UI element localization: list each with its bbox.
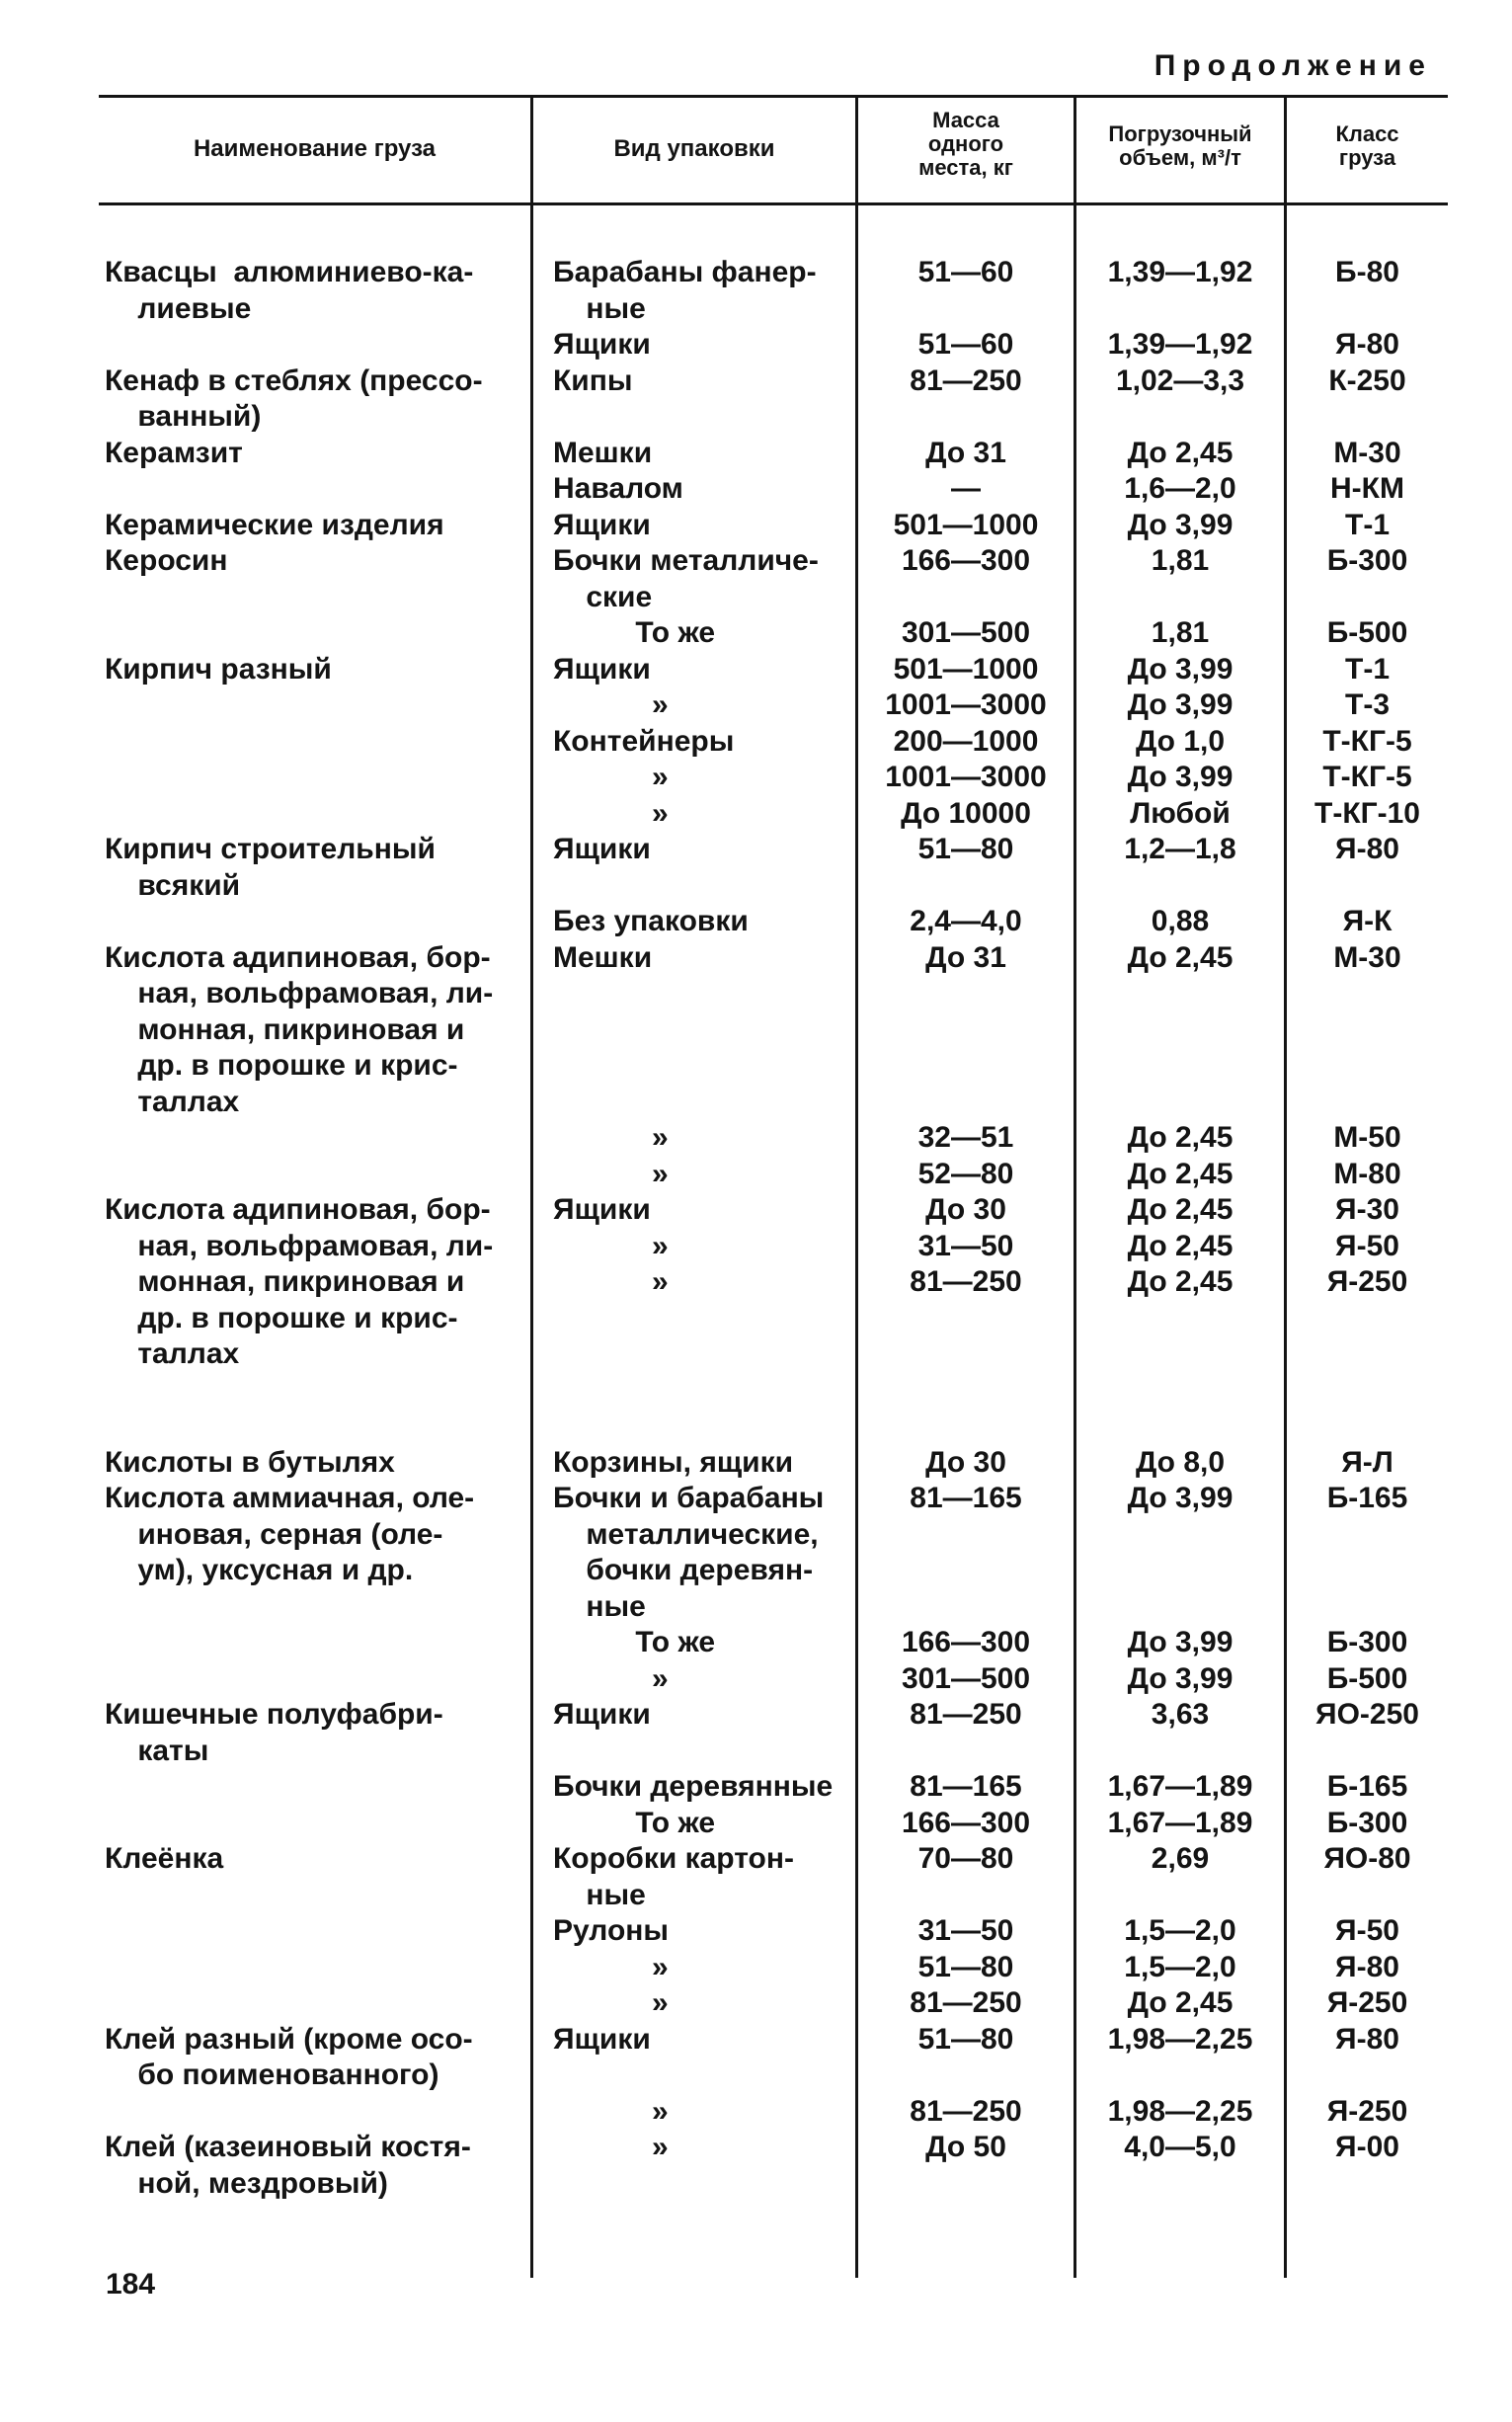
cell-volume: До 2,45 bbox=[1127, 1157, 1233, 1190]
header-pack: Вид упаковки bbox=[613, 135, 775, 162]
cell-mass: До 30 bbox=[925, 1445, 1006, 1479]
cell-mass: До 50 bbox=[925, 2131, 1006, 2163]
cell-class: Т-КГ-5 bbox=[1322, 761, 1412, 793]
cell-volume: 1,39—1,92 bbox=[1107, 328, 1253, 361]
cell-mass: До 31 bbox=[925, 436, 1006, 469]
cell-mass: 81—165 bbox=[910, 1482, 1022, 1514]
cell-class: Т-3 bbox=[1345, 688, 1390, 721]
cell-pack: Бочки и барабаны bbox=[553, 1482, 825, 1514]
cell-pack: ские bbox=[553, 580, 653, 613]
cell-pack: » bbox=[553, 2131, 669, 2163]
cell-name: ной, мездровый) bbox=[105, 2166, 388, 2200]
cell-name: Кислота адипиновая, бор- bbox=[105, 940, 491, 974]
cell-pack: Навалом bbox=[553, 472, 683, 505]
cell-class: Б-300 bbox=[1326, 1806, 1408, 1839]
cell-pack: То же bbox=[553, 1626, 716, 1658]
cell-volume: До 2,45 bbox=[1127, 940, 1233, 974]
cell-name: иновая, серная (оле- bbox=[105, 1517, 443, 1551]
page-number: 184 bbox=[106, 2268, 156, 2301]
cell-volume: 3,63 bbox=[1151, 1698, 1210, 1731]
cell-name: Кислота аммиачная, оле- bbox=[105, 1482, 475, 1514]
cell-name: Кислота адипиновая, бор- bbox=[105, 1193, 491, 1226]
cell-pack: » bbox=[553, 1265, 669, 1298]
cell-name: Кирпич разный bbox=[105, 652, 332, 686]
cell-mass: До 10000 bbox=[901, 796, 1031, 830]
cell-volume: 2,69 bbox=[1151, 1842, 1210, 1875]
cell-class: Б-165 bbox=[1326, 1482, 1408, 1514]
cell-pack: Бочки деревянные bbox=[553, 1770, 834, 1803]
cell-mass: 301—500 bbox=[901, 1661, 1031, 1695]
cell-pack: Ящики bbox=[553, 652, 651, 686]
cell-mass: 166—300 bbox=[901, 1806, 1031, 1839]
cell-class: Я-30 bbox=[1335, 1193, 1399, 1226]
cell-volume: До 3,99 bbox=[1127, 1482, 1233, 1514]
cell-pack: » bbox=[553, 761, 669, 793]
cell-name: Кишечные полуфабри- bbox=[105, 1698, 443, 1731]
cell-volume: До 2,45 bbox=[1127, 1229, 1233, 1262]
cell-mass: 31—50 bbox=[917, 1229, 1014, 1262]
cell-volume: 1,5—2,0 bbox=[1124, 1914, 1236, 1947]
cell-pack: » bbox=[553, 1950, 669, 1983]
cell-volume: 1,98—2,25 bbox=[1107, 2022, 1253, 2056]
cell-class: Б-300 bbox=[1326, 1626, 1408, 1658]
cell-pack: Бочки металличе- bbox=[553, 544, 819, 577]
cell-pack: бочки деревян- bbox=[553, 1554, 814, 1586]
cell-name: лиевые bbox=[105, 291, 252, 325]
cell-mass: 81—250 bbox=[910, 363, 1022, 397]
cell-pack: Ящики bbox=[553, 1193, 651, 1226]
cell-class: Т-КГ-5 bbox=[1322, 724, 1412, 758]
cell-volume: 1,6—2,0 bbox=[1124, 472, 1236, 505]
cell-volume: До 3,99 bbox=[1127, 688, 1233, 721]
cell-volume: До 2,45 bbox=[1127, 436, 1233, 469]
cell-volume: До 1,0 bbox=[1135, 724, 1226, 758]
cell-name: монная, пикриновая и bbox=[105, 1265, 465, 1298]
cell-volume: 1,67—1,89 bbox=[1107, 1770, 1253, 1803]
cell-class: Я-80 bbox=[1335, 1950, 1399, 1983]
cell-class: Б-165 bbox=[1326, 1770, 1408, 1803]
cell-name: Керамзит bbox=[105, 436, 243, 469]
cell-mass: 81—165 bbox=[910, 1770, 1022, 1803]
cell-volume: 1,98—2,25 bbox=[1107, 2094, 1253, 2128]
cell-name: всякий bbox=[105, 868, 241, 902]
cell-mass: 501—1000 bbox=[893, 508, 1039, 541]
cell-mass: 81—250 bbox=[910, 1698, 1022, 1731]
cell-name: таллах bbox=[105, 1337, 240, 1370]
cell-class: Я-00 bbox=[1335, 2131, 1399, 2163]
cell-name: Клей (казеиновый костя- bbox=[105, 2131, 471, 2163]
cell-pack: » bbox=[553, 796, 669, 830]
cell-name: Кислоты в бутылях bbox=[105, 1445, 395, 1479]
cell-mass: 301—500 bbox=[901, 616, 1031, 649]
cell-name: ум), уксусная и др. bbox=[105, 1554, 414, 1586]
cell-mass: 81—250 bbox=[910, 1986, 1022, 2019]
cell-class: Я-250 bbox=[1326, 2094, 1408, 2128]
cell-volume: До 3,99 bbox=[1127, 508, 1233, 541]
cell-class: Б-500 bbox=[1326, 616, 1408, 649]
cell-class: М-30 bbox=[1333, 436, 1401, 469]
cell-class: Т-КГ-10 bbox=[1314, 796, 1420, 830]
cell-class: Я-К bbox=[1342, 905, 1393, 937]
cell-name: ванный) bbox=[105, 400, 262, 433]
cell-volume: До 8,0 bbox=[1135, 1445, 1226, 1479]
cell-class: Б-80 bbox=[1335, 256, 1399, 288]
cell-pack: ные bbox=[553, 1878, 646, 1911]
cell-pack: » bbox=[553, 1229, 669, 1262]
cell-pack: » bbox=[553, 1661, 669, 1695]
cell-pack: Ящики bbox=[553, 2022, 651, 2056]
cell-name: каты bbox=[105, 1734, 209, 1767]
cell-mass: 166—300 bbox=[901, 544, 1031, 577]
cell-pack: » bbox=[553, 2094, 669, 2128]
cell-name: Клеёнка bbox=[105, 1842, 224, 1875]
cell-volume: До 2,45 bbox=[1127, 1986, 1233, 2019]
cell-volume: 1,81 bbox=[1151, 544, 1210, 577]
cell-volume: До 3,99 bbox=[1127, 1626, 1233, 1658]
cell-volume: До 2,45 bbox=[1127, 1265, 1233, 1298]
table-top-rule bbox=[99, 95, 1448, 98]
cell-volume: Любой bbox=[1130, 796, 1231, 830]
cell-name: Кирпич строительный bbox=[105, 833, 436, 865]
header-mass: Масса одного места, кг bbox=[918, 108, 1013, 180]
cell-pack: Ящики bbox=[553, 508, 651, 541]
cell-mass: 1001—3000 bbox=[885, 688, 1047, 721]
cell-volume: До 2,45 bbox=[1127, 1193, 1233, 1226]
cell-class: М-30 bbox=[1333, 940, 1401, 974]
cell-class: Я-250 bbox=[1326, 1986, 1408, 2019]
cell-pack: металлические, bbox=[553, 1517, 819, 1551]
cell-class: М-50 bbox=[1333, 1121, 1401, 1154]
header-class: Класс груза bbox=[1335, 121, 1399, 170]
cell-pack: » bbox=[553, 1157, 669, 1190]
header-name: Наименование груза bbox=[193, 135, 437, 162]
cell-pack: Ящики bbox=[553, 328, 651, 361]
cell-mass: 31—50 bbox=[917, 1914, 1014, 1947]
continuation-label: Продолжение bbox=[1154, 49, 1432, 82]
cell-name: Керамические изделия bbox=[105, 508, 444, 541]
cell-class: ЯО-250 bbox=[1315, 1698, 1419, 1731]
cell-mass: 51—80 bbox=[917, 833, 1014, 865]
cell-mass: До 31 bbox=[925, 940, 1006, 974]
cell-class: Т-1 bbox=[1345, 652, 1390, 686]
cell-mass: 81—250 bbox=[910, 1265, 1022, 1298]
cell-mass: 166—300 bbox=[901, 1626, 1031, 1658]
cell-volume: 1,02—3,3 bbox=[1115, 363, 1245, 397]
cell-name: др. в порошке и крис- bbox=[105, 1301, 458, 1334]
cell-name: ная, вольфрамовая, ли- bbox=[105, 977, 494, 1009]
cell-mass: 32—51 bbox=[917, 1121, 1014, 1154]
cell-pack: Без упаковки bbox=[553, 905, 749, 937]
cell-pack: Мешки bbox=[553, 940, 653, 974]
cell-class: Я-50 bbox=[1335, 1914, 1399, 1947]
cell-pack: То же bbox=[553, 616, 716, 649]
cell-class: Н-КМ bbox=[1330, 472, 1404, 505]
cell-name: др. в порошке и крис- bbox=[105, 1049, 458, 1082]
cell-volume: 1,67—1,89 bbox=[1107, 1806, 1253, 1839]
cell-volume: 4,0—5,0 bbox=[1124, 2131, 1236, 2163]
cell-mass: 2,4—4,0 bbox=[910, 905, 1022, 937]
cell-mass: 70—80 bbox=[917, 1842, 1014, 1875]
cell-class: Б-500 bbox=[1326, 1661, 1408, 1695]
cell-volume: До 3,99 bbox=[1127, 1661, 1233, 1695]
cell-mass: 501—1000 bbox=[893, 652, 1039, 686]
cell-class: Я-Л bbox=[1341, 1445, 1393, 1479]
cell-name: монная, пикриновая и bbox=[105, 1012, 465, 1046]
cell-mass: — bbox=[951, 472, 981, 505]
cell-pack: » bbox=[553, 1986, 669, 2019]
cell-pack: » bbox=[553, 688, 669, 721]
cell-volume: До 2,45 bbox=[1127, 1121, 1233, 1154]
cell-class: Я-250 bbox=[1326, 1265, 1408, 1298]
cell-class: Я-80 bbox=[1335, 2022, 1399, 2056]
cell-volume: До 3,99 bbox=[1127, 761, 1233, 793]
cell-name: Кенаф в стеблях (прессо- bbox=[105, 363, 483, 397]
cell-pack: Ящики bbox=[553, 1698, 651, 1731]
cell-class: Т-1 bbox=[1345, 508, 1390, 541]
cell-volume: 1,5—2,0 bbox=[1124, 1950, 1236, 1983]
cell-name: бо поименованного) bbox=[105, 2059, 439, 2091]
cell-pack: Коробки картон- bbox=[553, 1842, 794, 1875]
cell-mass: 200—1000 bbox=[893, 724, 1039, 758]
cell-class: Б-300 bbox=[1326, 544, 1408, 577]
cell-mass: До 30 bbox=[925, 1193, 1006, 1226]
cell-pack: ные bbox=[553, 1589, 646, 1623]
cell-class: ЯО-80 bbox=[1323, 1842, 1411, 1875]
cell-volume: 0,88 bbox=[1151, 905, 1210, 937]
cell-mass: 51—80 bbox=[917, 1950, 1014, 1983]
cell-pack: Корзины, ящики bbox=[553, 1445, 794, 1479]
cell-class: Я-80 bbox=[1335, 833, 1399, 865]
column-divider bbox=[530, 95, 533, 2278]
cell-class: Я-80 bbox=[1335, 328, 1399, 361]
cell-volume: 1,2—1,8 bbox=[1124, 833, 1236, 865]
cell-name: ная, вольфрамовая, ли- bbox=[105, 1229, 494, 1262]
cell-pack: То же bbox=[553, 1806, 716, 1839]
cell-name: Квасцы алюминиево-ка- bbox=[105, 256, 474, 288]
cell-name: Керосин bbox=[105, 544, 228, 577]
cell-mass: 1001—3000 bbox=[885, 761, 1047, 793]
cell-volume: 1,81 bbox=[1151, 616, 1210, 649]
cell-name: таллах bbox=[105, 1085, 240, 1118]
header-volume: Погрузочный объем, м³/т bbox=[1108, 121, 1252, 170]
header-bottom-rule bbox=[99, 202, 1448, 205]
cell-volume: До 3,99 bbox=[1127, 652, 1233, 686]
cell-pack: » bbox=[553, 1121, 669, 1154]
cell-mass: 51—60 bbox=[917, 328, 1014, 361]
cell-class: М-80 bbox=[1333, 1157, 1401, 1190]
cell-pack: ные bbox=[553, 291, 646, 325]
cell-mass: 81—250 bbox=[910, 2094, 1022, 2128]
cell-class: К-250 bbox=[1328, 363, 1406, 397]
cell-pack: Контейнеры bbox=[553, 724, 735, 758]
cell-pack: Кипы bbox=[553, 363, 633, 397]
cell-volume: 1,39—1,92 bbox=[1107, 256, 1253, 288]
cell-pack: Рулоны bbox=[553, 1914, 670, 1947]
cell-pack: Барабаны фанер- bbox=[553, 256, 817, 288]
cell-mass: 51—60 bbox=[917, 256, 1014, 288]
cell-class: Я-50 bbox=[1335, 1229, 1399, 1262]
cell-pack: Мешки bbox=[553, 436, 653, 469]
cell-name: Клей разный (кроме осо- bbox=[105, 2022, 473, 2056]
cell-pack: Ящики bbox=[553, 833, 651, 865]
cell-mass: 52—80 bbox=[917, 1157, 1014, 1190]
cell-mass: 51—80 bbox=[917, 2022, 1014, 2056]
